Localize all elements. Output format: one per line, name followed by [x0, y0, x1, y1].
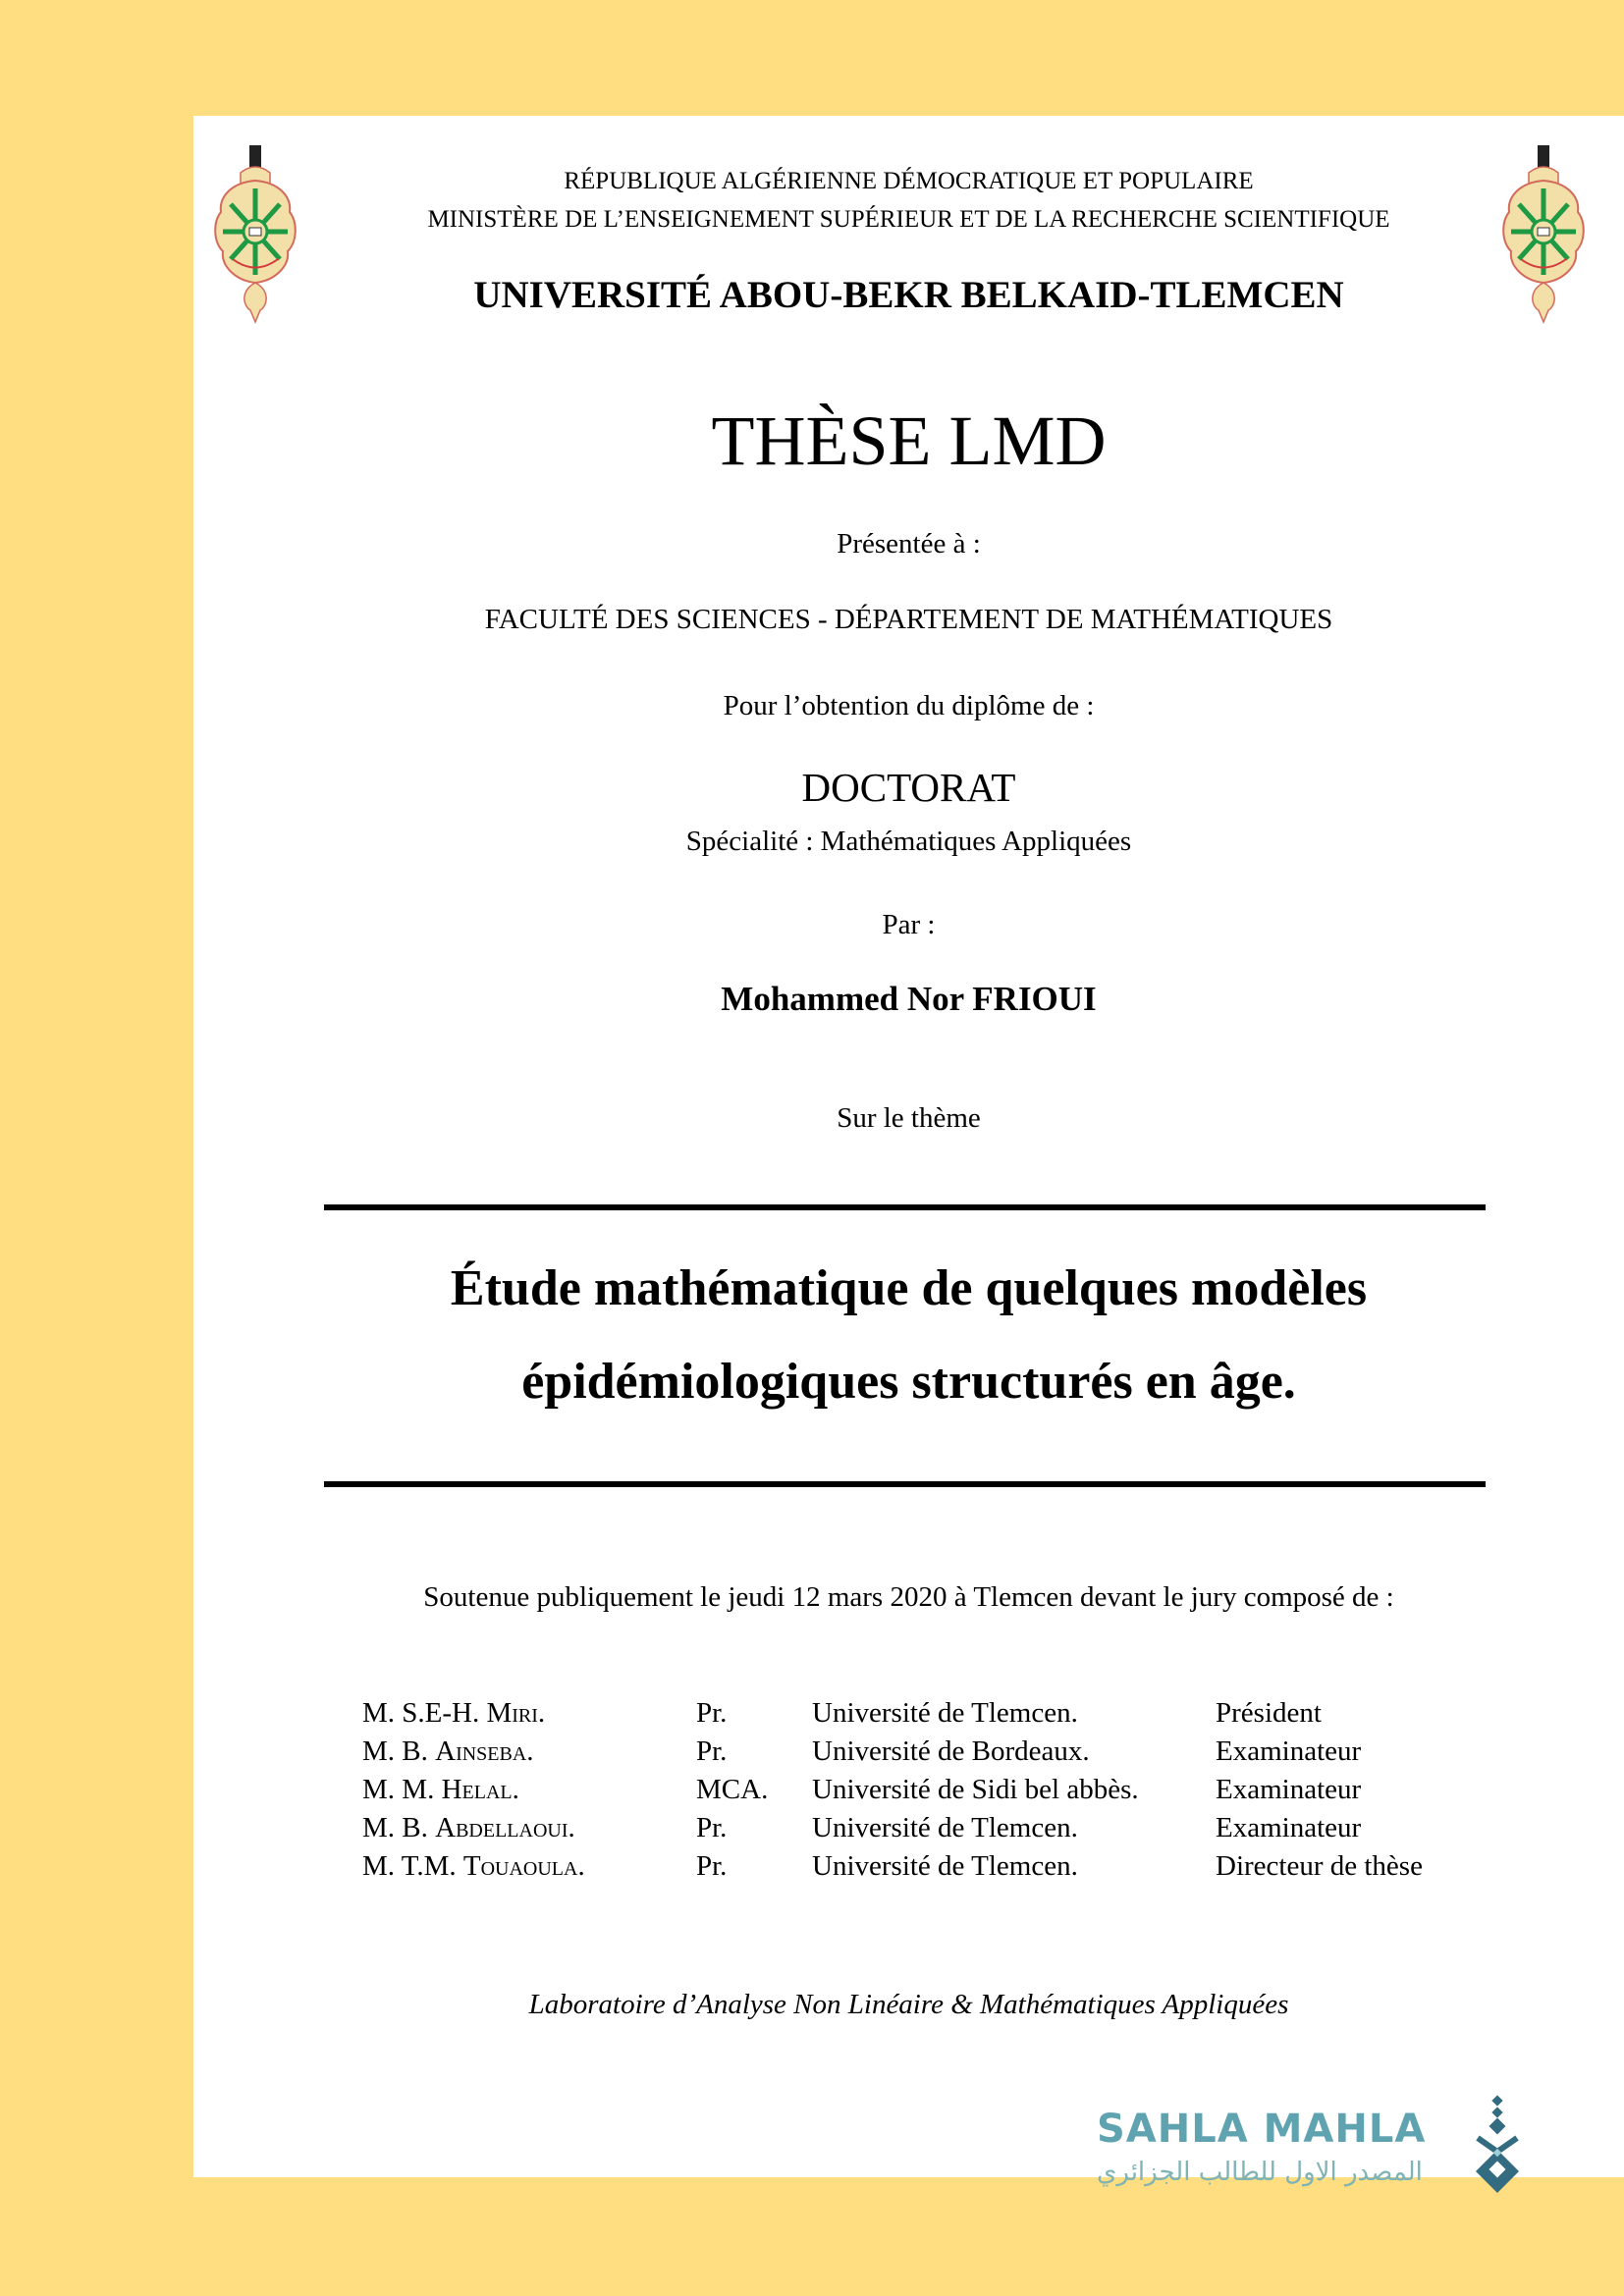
- jury-grade: Pr.: [696, 1850, 728, 1882]
- presented-to-label: Présentée à :: [837, 528, 981, 560]
- republic-header: RÉPUBLIQUE ALGÉRIENNE DÉMOCRATIQUE ET POPULAIRE: [564, 168, 1254, 194]
- jury-role: Président: [1216, 1697, 1322, 1729]
- jury-member-name: [362, 1847, 696, 1886]
- jury-institution: Université de Tlemcen.: [812, 1697, 1078, 1729]
- jury-role: Examinateur: [1216, 1812, 1362, 1843]
- diploma-label: Pour l’obtention du diplôme de :: [723, 690, 1095, 721]
- jury-role: Examinateur: [1216, 1735, 1362, 1767]
- jury-table: [362, 1694, 1471, 1886]
- ministry-header: MINISTÈRE DE L’ENSEIGNEMENT SUPÉRIEUR ET DE LA RECHERCHE SCIENTIFIQUE: [427, 206, 1390, 233]
- jury-row: [362, 1847, 1471, 1886]
- jury-member-name: [362, 1809, 696, 1847]
- jury-grade: Pr.: [696, 1697, 728, 1729]
- jury-surname: Touaoula.: [462, 1850, 585, 1882]
- thesis-title-line-2: épidémiologiques structurés en âge.: [521, 1354, 1296, 1410]
- by-label: Par :: [882, 909, 936, 940]
- jury-row: [362, 1809, 1471, 1847]
- jury-surname: Ainseba.: [435, 1735, 534, 1767]
- watermark-latin-text: SAHLA MAHLA: [1097, 2107, 1427, 2152]
- jury-row: [362, 1733, 1471, 1771]
- defense-statement: Soutenue publiquement le jeudi 12 mars 2020 à Tlemcen devant le jury composé de :: [423, 1581, 1394, 1613]
- jury-name-prefix: M. T.M.: [362, 1850, 463, 1882]
- title-rule-top: [324, 1204, 1486, 1210]
- jury-surname: Abdellaoui.: [435, 1812, 575, 1843]
- jury-name-prefix: M. M.: [362, 1774, 442, 1805]
- jury-role: Directeur de thèse: [1216, 1850, 1423, 1882]
- thesis-cover-page: [193, 116, 1624, 2177]
- jury-name-prefix: M. S.E-H.: [362, 1697, 487, 1729]
- theme-label: Sur le thème: [837, 1102, 981, 1134]
- jury-institution: Université de Tlemcen.: [812, 1812, 1078, 1843]
- jury-grade: MCA.: [696, 1774, 769, 1805]
- jury-institution: Université de Sidi bel abbès.: [812, 1774, 1139, 1805]
- jury-surname: Helal.: [441, 1774, 519, 1805]
- jury-name-prefix: M. B.: [362, 1812, 436, 1843]
- author-name: Mohammed Nor FRIOUI: [721, 980, 1097, 1018]
- jury-surname: Miri.: [486, 1697, 546, 1729]
- jury-name-prefix: M. B.: [362, 1735, 436, 1767]
- university-name: UNIVERSITÉ ABOU-BEKR BELKAID-TLEMCEN: [473, 274, 1344, 316]
- jury-institution: Université de Tlemcen.: [812, 1850, 1078, 1882]
- watermark-arabic-text: المصدر الاول للطالب الجزائري: [1097, 2158, 1423, 2187]
- jury-institution: Université de Bordeaux.: [812, 1735, 1090, 1767]
- thesis-title-line-1: Étude mathématique de quelques modèles: [450, 1260, 1368, 1316]
- jury-member-name: [362, 1694, 696, 1733]
- jury-member-name: [362, 1771, 696, 1809]
- jury-role: Examinateur: [1216, 1774, 1362, 1805]
- laboratory-name: Laboratoire d’Analyse Non Linéaire & Mathématiques Appliquées: [528, 1989, 1289, 2020]
- sahla-mahla-logo-icon: [1468, 2095, 1529, 2203]
- document-type: THÈSE LMD: [711, 401, 1107, 480]
- jury-grade: Pr.: [696, 1735, 728, 1767]
- title-rule-bottom: [324, 1481, 1486, 1487]
- sahla-mahla-watermark: [1097, 2097, 1624, 2205]
- faculty-name: FACULTÉ DES SCIENCES - DÉPARTEMENT DE MATHÉMATIQUES: [484, 604, 1333, 635]
- jury-row: [362, 1694, 1471, 1733]
- diploma-name: DOCTORAT: [801, 765, 1016, 810]
- jury-row: [362, 1771, 1471, 1809]
- jury-member-name: [362, 1733, 696, 1771]
- specialty: Spécialité : Mathématiques Appliquées: [685, 826, 1132, 857]
- jury-grade: Pr.: [696, 1812, 728, 1843]
